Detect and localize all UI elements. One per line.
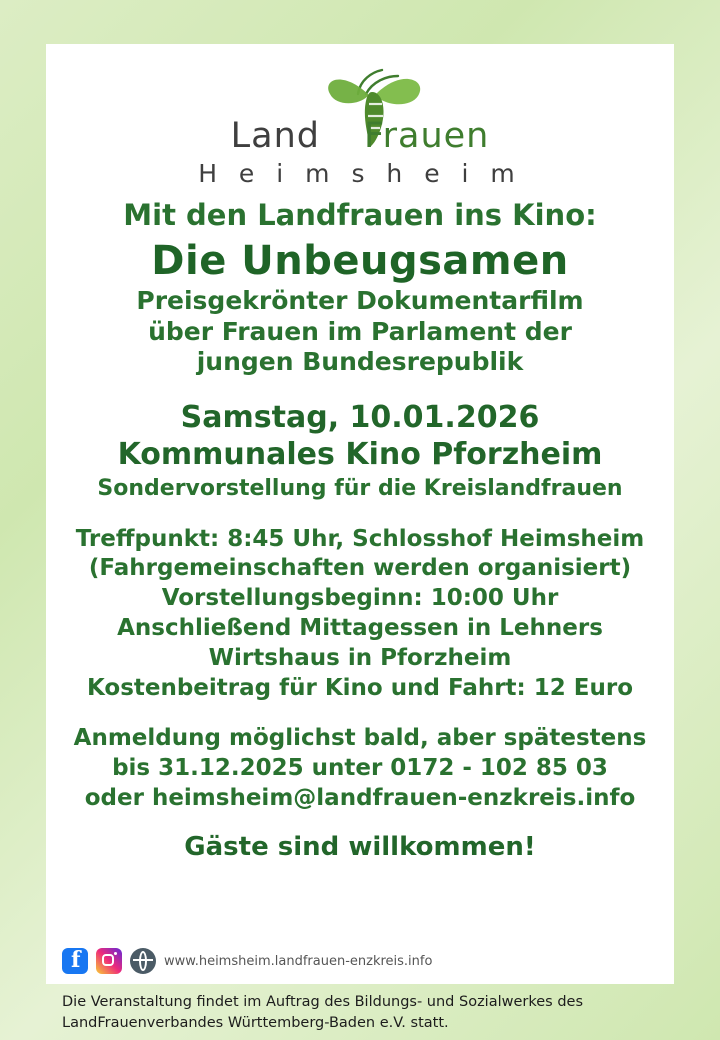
poster-footer bbox=[62, 992, 662, 1034]
social-links bbox=[62, 948, 432, 974]
event-venue: Kommunales Kino Pforzheim bbox=[117, 436, 603, 472]
logo-town: H e i m s h e i m bbox=[198, 159, 522, 188]
landfrauen-logo bbox=[180, 64, 540, 188]
logo-word-frauen: Frauen bbox=[364, 116, 490, 156]
film-subtitle-line-1: Preisgekrönter Dokumentarfilm bbox=[136, 286, 584, 315]
registration-line-1: Anmeldung möglichst bald, aber spätestens bbox=[73, 724, 647, 751]
registration-line-2: bis 31.12.2025 unter 0172 - 102 85 03 bbox=[112, 754, 608, 781]
poster-card bbox=[46, 44, 674, 984]
intro-line: Mit den Landfrauen ins Kino: bbox=[123, 198, 597, 232]
info-line-5: Wirtshaus in Pforzheim bbox=[208, 645, 512, 672]
info-line-2: (Fahrgemeinschaften werden organisiert) bbox=[88, 555, 632, 582]
registration-info bbox=[62, 724, 658, 814]
event-info bbox=[62, 525, 658, 704]
logo-wordmark bbox=[180, 116, 540, 156]
registration-line-3: oder heimsheim@landfrauen-enzkreis.info bbox=[84, 784, 636, 811]
film-title: Die Unbeugsamen bbox=[151, 238, 569, 284]
globe-icon[interactable] bbox=[130, 948, 156, 974]
info-line-1: Treffpunkt: 8:45 Uhr, Schlosshof Heimsheim bbox=[75, 525, 645, 552]
facebook-icon[interactable] bbox=[62, 948, 88, 974]
film-subtitle-line-2: über Frauen im Parlament der bbox=[148, 316, 572, 346]
info-line-6: Kostenbeitrag für Kino und Fahrt: 12 Euro bbox=[86, 674, 634, 701]
footer-line-1: Die Veranstaltung findet im Auftrag des Bildungs- und Sozialwerkes des bbox=[62, 994, 584, 1010]
guests-welcome: Gäste sind willkommen! bbox=[184, 831, 536, 862]
instagram-icon[interactable] bbox=[96, 948, 122, 974]
website-url[interactable]: www.heimsheim.landfrauen-enzkreis.info bbox=[164, 953, 433, 969]
event-date: Samstag, 10.01.2026 bbox=[180, 399, 540, 435]
film-subtitle-line-3: jungen Bundesrepublik bbox=[196, 347, 524, 376]
footer-line-2: LandFrauenverbandes Württemberg-Baden e.V. statt. bbox=[62, 1015, 449, 1032]
info-line-3: Vorstellungsbeginn: 10:00 Uhr bbox=[161, 585, 559, 612]
logo-word-land: Land bbox=[230, 116, 321, 156]
event-special-note: Sondervorstellung für die Kreislandfrauen bbox=[97, 475, 623, 501]
info-line-4: Anschließend Mittagessen in Lehners bbox=[117, 615, 603, 642]
film-subtitle bbox=[62, 286, 658, 378]
